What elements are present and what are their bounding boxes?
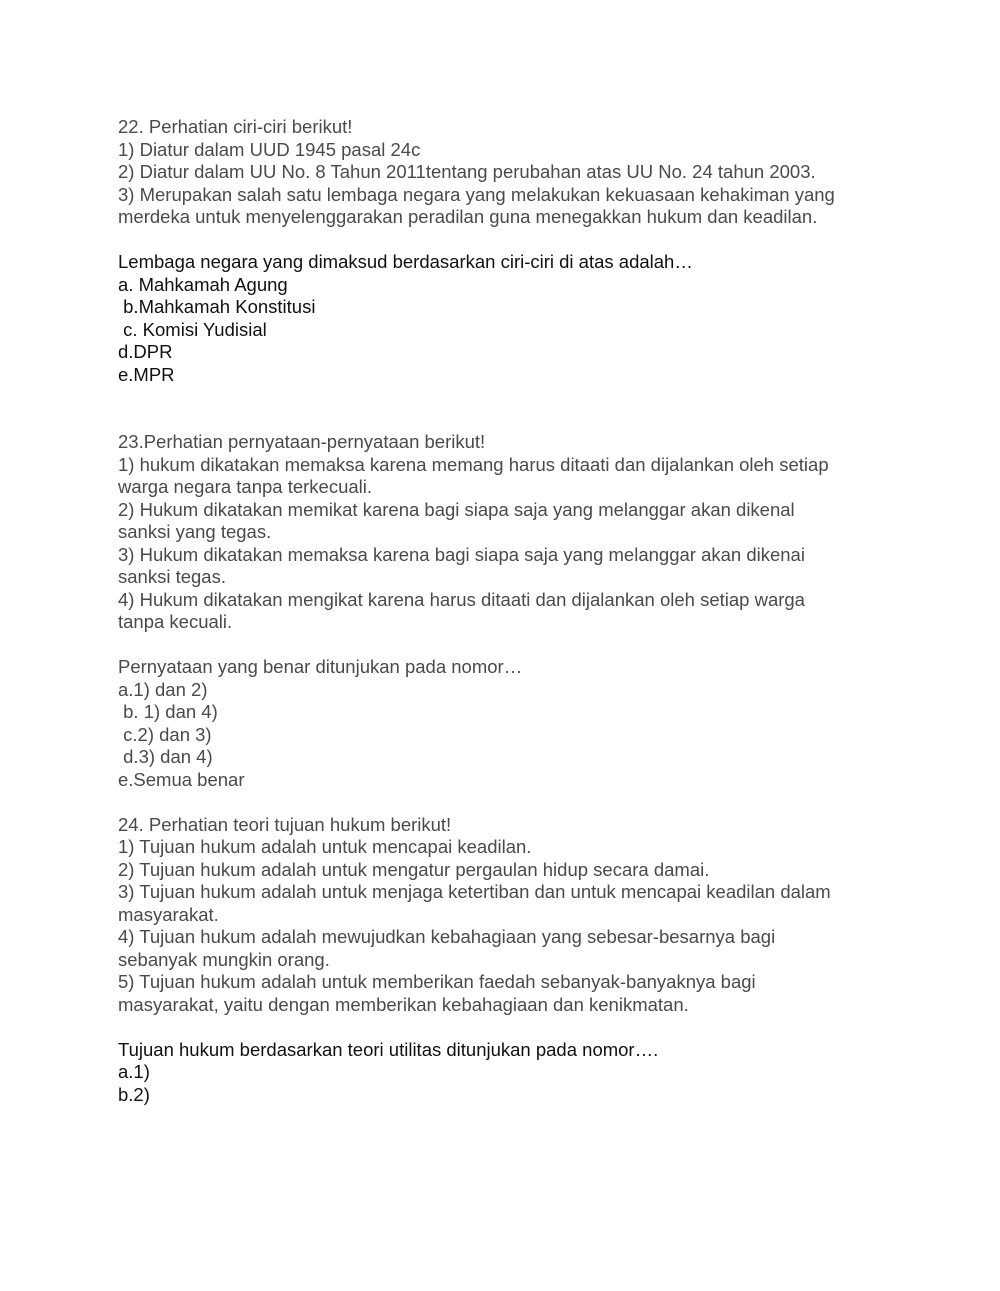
q23-statement-1: 1) hukum dikatakan memaksa karena memang harus ditaati dan dijalankan oleh setiap xyxy=(118,453,829,475)
q22-statement-1: 1) Diatur dalam UUD 1945 pasal 24c xyxy=(118,138,421,160)
q22-option-d: d.DPR xyxy=(118,341,173,362)
document-page xyxy=(118,116,918,1106)
q24-option-b: b.2) xyxy=(118,1083,150,1105)
q22-option-b: b.Mahkamah Konstitusi xyxy=(118,296,316,317)
q23-option-a: a.1) dan 2) xyxy=(118,678,208,700)
question-23 xyxy=(118,431,918,791)
spacer xyxy=(118,1016,918,1039)
q23-statement-4-cont: tanpa kecuali. xyxy=(118,611,233,632)
q22-statement-2: 2) Diatur dalam UU No. 8 Tahun 2011tentang perubahan atas UU No. 24 tahun 2003. xyxy=(118,161,816,182)
q23-question: Pernyataan yang benar ditunjukan pada nomor… xyxy=(118,656,523,677)
q22-statement-3-cont: merdeka untuk menyelenggarakan peradilan guna menegakkan hukum dan keadilan. xyxy=(118,206,818,227)
q22-statement-3: 3) Merupakan salah satu lembaga negara yang melakukan kekuasaan kehakiman yang xyxy=(118,183,835,205)
q23-statement-2: 2) Hukum dikatakan memikat karena bagi siapa saja yang melanggar akan dikenal xyxy=(118,498,795,520)
q23-title: 23.Perhatian pernyataan-pernyataan berikut! xyxy=(118,431,486,452)
q23-statement-2-cont: sanksi yang tegas. xyxy=(118,521,272,542)
q24-statement-4: 4) Tujuan hukum adalah mewujudkan kebahagiaan yang sebesar-besarnya bagi xyxy=(118,926,776,947)
q24-statement-4-cont: sebanyak mungkin orang. xyxy=(118,948,330,970)
q24-statement-3-cont: masyarakat. xyxy=(118,903,219,925)
q23-statement-1-cont: warga negara tanpa terkecuali. xyxy=(118,476,373,497)
q24-question: Tujuan hukum berdasarkan teori utilitas ditunjukan pada nomor…. xyxy=(118,1038,659,1060)
q22-option-c: c. Komisi Yudisial xyxy=(118,318,267,340)
q23-option-b: b. 1) dan 4) xyxy=(118,701,218,722)
question-22 xyxy=(118,116,918,386)
q23-statement-4: 4) Hukum dikatakan mengikat karena harus ditaati dan dijalankan oleh setiap warga xyxy=(118,588,805,610)
q24-statement-2: 2) Tujuan hukum adalah untuk mengatur pergaulan hidup secara damai. xyxy=(118,858,710,880)
spacer xyxy=(118,791,918,814)
question-24 xyxy=(118,814,918,1107)
q24-statement-3: 3) Tujuan hukum adalah untuk menjaga ketertiban dan untuk mencapai keadilan dalam xyxy=(118,881,831,902)
q24-statement-1: 1) Tujuan hukum adalah untuk mencapai keadilan. xyxy=(118,836,532,857)
q23-option-d: d.3) dan 4) xyxy=(118,746,213,767)
q23-option-c: c.2) dan 3) xyxy=(118,723,212,745)
q23-statement-3-cont: sanksi tegas. xyxy=(118,566,226,587)
q22-option-a: a. Mahkamah Agung xyxy=(118,273,288,295)
spacer xyxy=(118,386,918,431)
q24-statement-5-cont: masyarakat, yaitu dengan memberikan kebahagiaan dan kenikmatan. xyxy=(118,993,689,1015)
q22-title: 22. Perhatian ciri-ciri berikut! xyxy=(118,116,353,137)
q23-statement-3: 3) Hukum dikatakan memaksa karena bagi siapa saja yang melanggar akan dikenai xyxy=(118,543,805,565)
q24-statement-5: 5) Tujuan hukum adalah untuk memberikan faedah sebanyak-banyaknya bagi xyxy=(118,971,756,992)
q23-option-e: e.Semua benar xyxy=(118,768,245,790)
q22-question: Lembaga negara yang dimaksud berdasarkan ciri-ciri di atas adalah… xyxy=(118,251,693,272)
q24-title: 24. Perhatian teori tujuan hukum berikut! xyxy=(118,813,452,835)
spacer xyxy=(118,229,918,252)
q24-option-a: a.1) xyxy=(118,1061,150,1082)
q22-option-e: e.MPR xyxy=(118,363,175,385)
spacer xyxy=(118,634,918,657)
